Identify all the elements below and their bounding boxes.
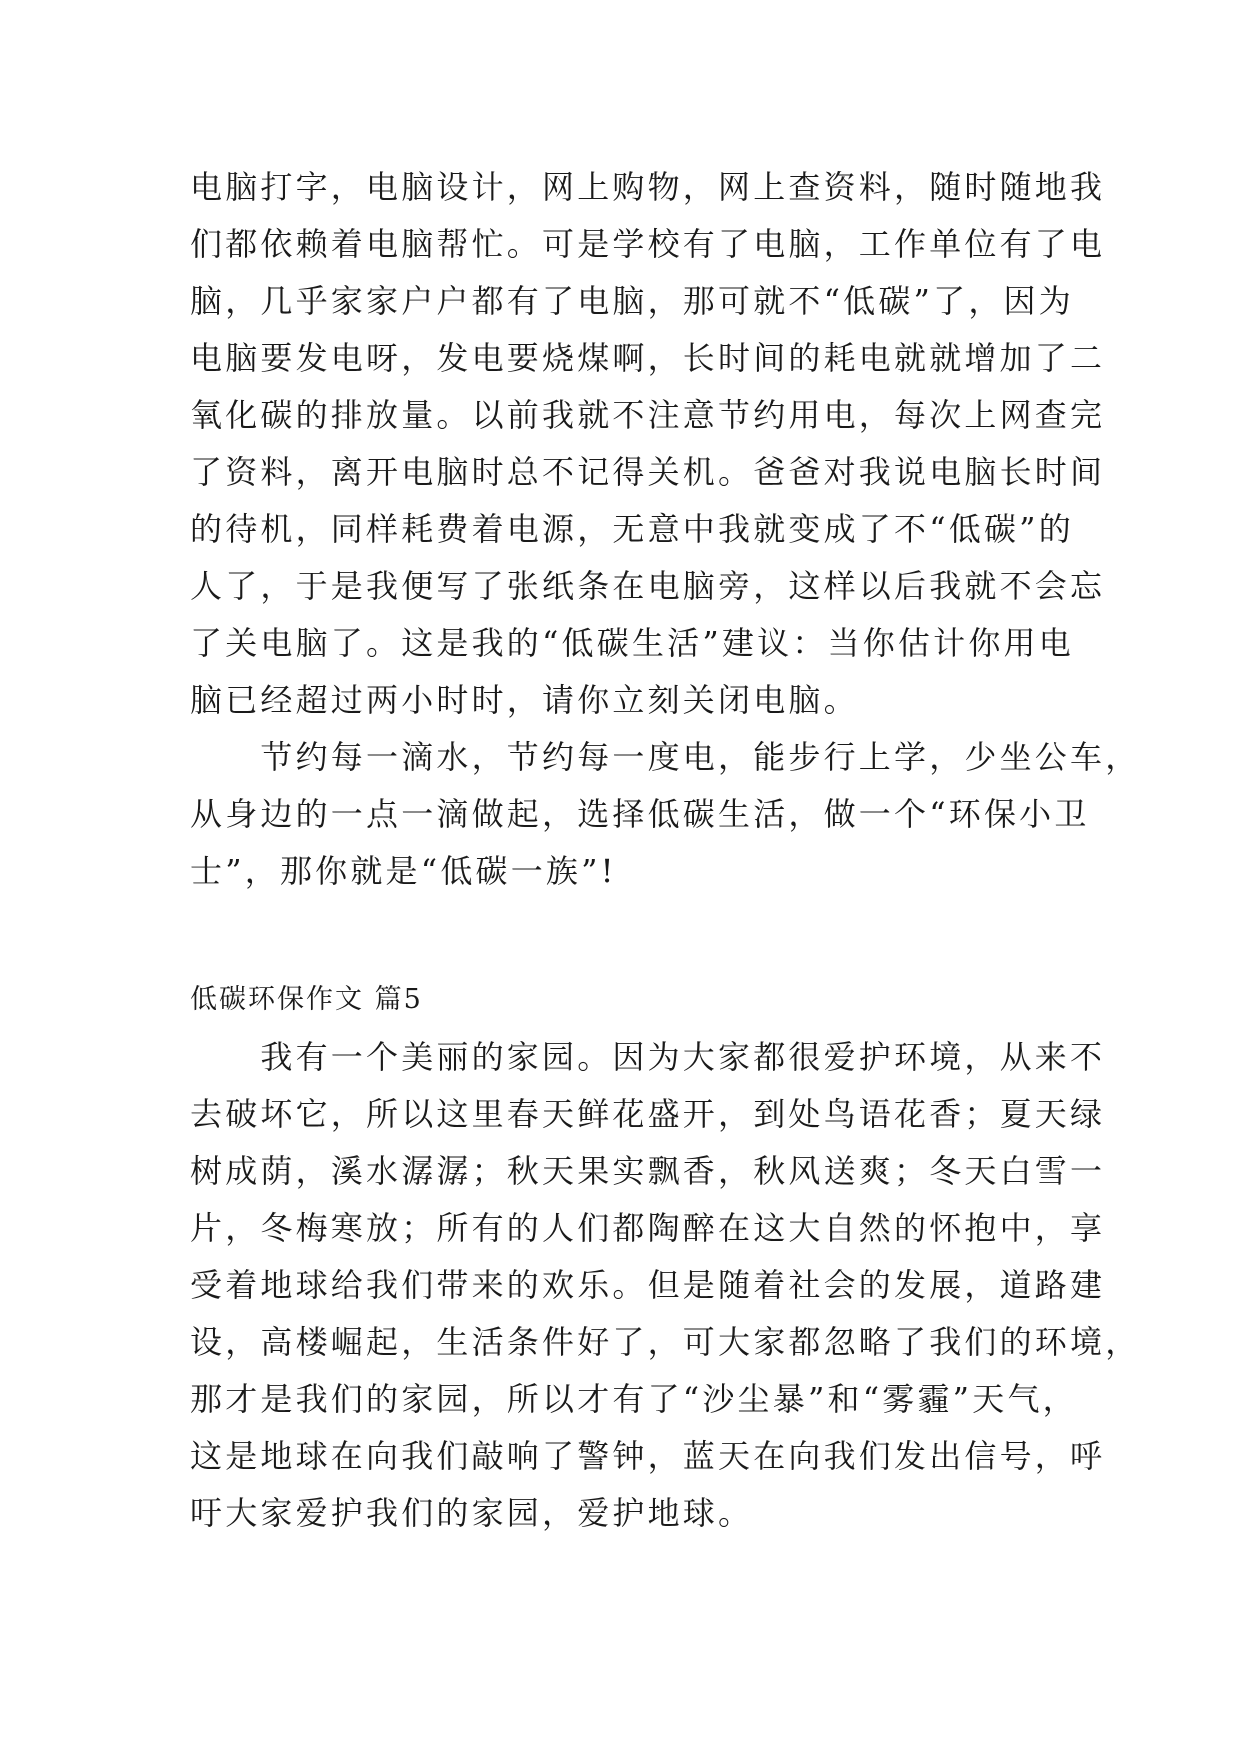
paragraph-line: 片，冬梅寒放；所有的人们都陶醉在这大自然的怀抱中，享	[190, 1209, 1106, 1247]
paragraph-line: 脑，几乎家家户户都有了电脑，那可就不“低碳”了，因为	[190, 282, 1074, 320]
paragraph-line: 去破坏它，所以这里春天鲜花盛开，到处鸟语花香；夏天绿	[190, 1095, 1106, 1133]
paragraph-line: 的待机，同样耗费着电源，无意中我就变成了不“低碳”的	[190, 510, 1074, 548]
paragraph-line: 那才是我们的家园，所以才有了“沙尘暴”和“雾霾”天气，	[190, 1380, 1078, 1418]
paragraph-line: 从身边的一点一滴做起，选择低碳生活，做一个“环保小卫	[190, 795, 1090, 833]
paragraph-line: 士”，那你就是“低碳一族”!	[190, 852, 617, 890]
paragraph-line: 人了，于是我便写了张纸条在电脑旁，这样以后我就不会忘	[190, 567, 1106, 605]
paragraph-line: 了关电脑了。这是我的“低碳生活”建议：当你估计你用电	[190, 624, 1074, 662]
paragraph-line: 这是地球在向我们敲响了警钟，蓝天在向我们发出信号，呼	[190, 1437, 1106, 1475]
paragraph-line: 树成荫，溪水潺潺；秋天果实飘香，秋风送爽；冬天白雪一	[190, 1152, 1106, 1190]
paragraph-line: 氧化碳的排放量。以前我就不注意节约用电，每次上网查完	[190, 396, 1106, 434]
paragraph-line: 吁大家爱护我们的家园，爱护地球。	[190, 1494, 754, 1532]
section-title: 低碳环保作文 篇5	[190, 984, 423, 1015]
paragraph-line: 电脑打字，电脑设计，网上购物，网上查资料，随时随地我	[190, 168, 1106, 206]
paragraph-line: 受着地球给我们带来的欢乐。但是随着社会的发展，道路建	[190, 1266, 1106, 1304]
paragraph-line: 脑已经超过两小时时，请你立刻关闭电脑。	[190, 681, 859, 719]
paragraph-line: 节约每一滴水，节约每一度电，能步行上学，少坐公车，	[190, 738, 1141, 776]
paragraph-line: 电脑要发电呀，发电要烧煤啊，长时间的耗电就就增加了二	[190, 339, 1106, 377]
paragraph-line: 我有一个美丽的家园。因为大家都很爱护环境，从来不	[190, 1038, 1106, 1076]
paragraph-line: 设，高楼崛起，生活条件好了，可大家都忽略了我们的环境，	[190, 1323, 1141, 1361]
paragraph-line: 了资料，离开电脑时总不记得关机。爸爸对我说电脑长时间	[190, 453, 1106, 491]
paragraph-line: 们都依赖着电脑帮忙。可是学校有了电脑，工作单位有了电	[190, 225, 1106, 263]
